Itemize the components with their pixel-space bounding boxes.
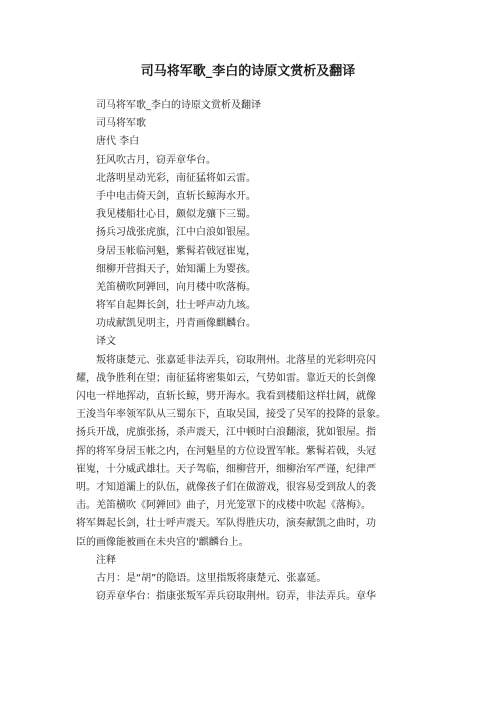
- translation-paragraph: [76, 352, 426, 552]
- translation-line: 扬兵开战，虎旗张扬，杀声震天，江中顿时白浪翻滚，犹如银屋。指: [76, 427, 376, 439]
- poem-line: 我见楼船壮心目，颇似龙骧下三蜀。: [96, 209, 256, 221]
- poem-line: 北落明星动光彩，南征猛将如云雷。: [96, 172, 256, 184]
- poem-line: 狂风吹古月，窃弄章华台。: [96, 154, 216, 166]
- translation-line: 闪电一样地挥动，直斩长鲸，劈开海水。我看到楼船这样壮阔，就像: [76, 391, 376, 402]
- notes-heading: 注释: [96, 554, 116, 566]
- translation-line: 击。羌笛横吹《阿亸回》曲子，月光笼罩下的戍楼中吹起《落梅》。: [76, 500, 371, 512]
- translation-line: 挥的将军身居玉帐之内，在河魁星的方位设置军帐。紫髯若戟，头冠: [76, 445, 376, 457]
- translation-line: 将军舞起长剑，壮士呼声震天。军队得胜庆功，演奏献凯之曲时，功: [76, 518, 376, 530]
- note-line: 古月：是“胡”的隐语。这里指叛将康楚元、张嘉延。: [96, 572, 327, 584]
- translation-line: 耀，战争胜利在望；南征猛将密集如云，气势如雷。靠近天的长剑像: [76, 372, 376, 384]
- poem-line: 将军自起舞长剑，壮士呼声动九垓。: [96, 300, 256, 312]
- poem-line: 手中电击倚天剑，直斩长鲸海水开。: [96, 190, 256, 202]
- translation-line: 明。才知道灞上的队伍，就像孩子们在做游戏，很容易受到敌人的袭: [76, 481, 376, 493]
- translation-line: 叛将康楚元、张嘉延非法弄兵，窃取荆州。北落星的光彩明亮闪: [96, 354, 376, 366]
- poem-author: 唐代 李白: [96, 136, 140, 148]
- poem-line: 身居玉帐临河魁，紫髯若戟冠崔嵬，: [96, 245, 256, 257]
- translation-line: 王浚当年率领军队从三蜀东下，直取吴国，接受了吴军的投降的景象。: [76, 409, 386, 421]
- document-body: [76, 97, 426, 606]
- document-title: 司马将军歌_李白的诗原文赏析及翻译: [140, 64, 356, 79]
- translation-line: 崔嵬，十分威武雄壮。天子驾临，细柳营开，细柳治军严谨，纪律严: [76, 463, 376, 475]
- translation-line: 臣的画像能被画在未央宫的'麒麟台上。: [76, 536, 249, 548]
- article-subtitle: 司马将军歌_李白的诗原文赏析及翻译: [96, 100, 261, 111]
- poem-title: 司马将军歌: [96, 118, 146, 130]
- note-line: 窃弄章华台：指康张叛军弄兵窃取荆州。窃弄，非法弄兵。章华: [96, 591, 376, 603]
- poem-line: 细柳开营揖天子，始知灞上为婴孩。: [96, 263, 256, 275]
- poem-text: [96, 152, 426, 334]
- poem-line: 功成献凯见明主，丹青画像麒麟台。: [96, 318, 256, 330]
- poem-line: 羌笛横吹阿亸回，向月楼中吹落梅。: [96, 281, 256, 293]
- poem-line: 扬兵习战张虎旗，江中白浪如银屋。: [96, 227, 256, 239]
- translation-heading: 译文: [96, 336, 116, 348]
